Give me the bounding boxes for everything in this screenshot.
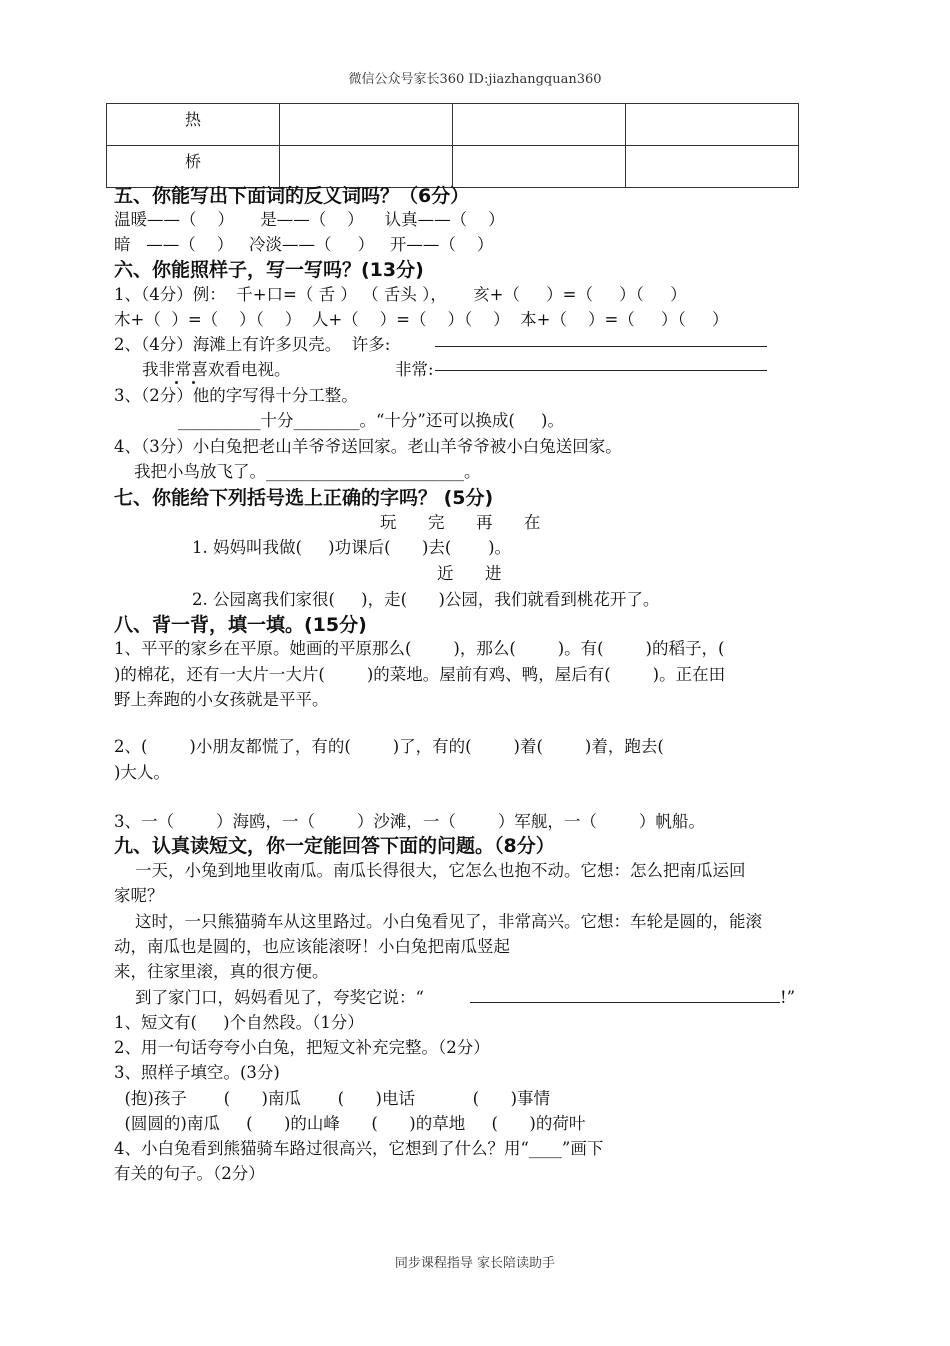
sec9-q3: 3、照样子填空。(3分) — [114, 1063, 280, 1082]
sec8-p1-line-1: 1、平平的家乡在平原。她画的平原那么( )，那么( )。有( )的稻子，( — [114, 639, 725, 658]
sec7-options-1: 玩 完 再 在 — [380, 513, 541, 532]
section-5-title: 五、你能写出下面词的反义词吗？（6分） — [114, 185, 470, 207]
sec7-q2: 2. 公园离我们家很( )，走( )公园，我们就看到桃花开了。 — [192, 590, 660, 609]
section-6-title: 六、你能照样子，写一写吗？(13分) — [114, 259, 424, 281]
sec8-p2-line-1: 2、( )小朋友都慌了，有的( )了，有的( )着( )着，跑去( — [114, 737, 664, 756]
sec9-story-2a: 这时，一只熊猫骑车从这里路过。小白兔看见了，非常高兴。它想：车轮是圆的，能滚 — [114, 912, 762, 931]
sec9-story-2b: 动，南瓜也是圆的，也应该能滚呀！小白兔把南瓜竖起 — [114, 937, 510, 956]
table-row — [107, 104, 799, 146]
sec6-q4-line-2: 我把小鸟放飞了。________________________。 — [134, 462, 481, 481]
section-8-title: 八、背一背，填一填。(15分) — [114, 614, 367, 636]
answer-line[interactable] — [470, 1002, 780, 1003]
sec9-q3-row-1: (抱)孩子 ( )南瓜 ( )电话 ( )事情 — [114, 1089, 551, 1108]
sec9-story-3: 到了家门口，妈妈看见了，夸奖它说：“ — [114, 988, 424, 1007]
sec9-q4-line-2: 有关的句子。（2分） — [114, 1164, 265, 1183]
sec6-q4-line-1: 4、（3分）小白兔把老山羊爷爷送回家。老山羊爷爷被小白兔送回家。 — [114, 437, 622, 456]
section-7-title: 七、你能给下列括号选上正确的字吗？ (5分) — [114, 487, 494, 509]
sec9-q1: 1、短文有( )个自然段。（1分） — [114, 1013, 364, 1032]
sec8-p3: 3、一（ ）海鸥，一（ ）沙滩，一（ ）军舰，一（ ）帆船。 — [114, 812, 705, 831]
sec8-p1-line-2: )的棉花，还有一大片一大片( )的菜地。屋前有鸡、鸭，屋后有( )。正在田 — [114, 665, 726, 684]
table-cell-char: 热 — [107, 104, 280, 146]
sec8-p1-line-3: 野上奔跑的小女孩就是平平。 — [114, 690, 329, 709]
sec6-q2-line-2: 我非常喜欢看电视。 — [142, 360, 291, 379]
sec6-q2-label: 非常: — [395, 360, 434, 379]
sec6-q2-line-1: 2、（4分）海滩上有许多贝壳。 许多: — [114, 335, 391, 354]
sec9-story-3-end: !” — [780, 988, 796, 1007]
sec6-q1-line-2: 木+（ ）=（ ）（ ） 人+（ ）=（ ）（ ） 本+（ ）=（ ）（ ） — [114, 310, 729, 329]
sec9-q4-line-1: 4、小白兔看到熊猫骑车路过很高兴，它想到了什么？用“____”画下 — [114, 1139, 604, 1158]
sec9-story-1a: 一天，小兔到地里收南瓜。南瓜长得很大，它怎么也抱不动。它想：怎么把南瓜运回 — [114, 861, 746, 880]
page-header: 微信公众号家长360 ID:jiazhangquan360 — [348, 72, 602, 87]
character-table — [106, 103, 799, 188]
sec7-q1: 1. 妈妈叫我做( )功课后( )去( )。 — [192, 538, 512, 557]
sec9-q3-row-2: (圆圆的)南瓜 ( )的山峰 ( )的草地 ( )的荷叶 — [114, 1114, 586, 1133]
table-cell-char: 桥 — [107, 146, 280, 188]
sec6-q1-line-1: 1、（4分）例： 千+口=（ 舌 ） （ 舌头 ）， 亥+（ ）=（ ）（ ） — [114, 285, 687, 304]
sec6-q3-line-2: __________十分________。“十分”还可以换成( )。 — [178, 411, 564, 430]
answer-line[interactable] — [435, 346, 767, 347]
table-row — [107, 146, 799, 188]
table-cell-blank[interactable] — [626, 146, 799, 188]
sec7-options-2: 近 进 — [437, 564, 502, 583]
section-9-title: 九、认真读短文，你一定能回答下面的问题。（8分） — [114, 835, 555, 857]
table-cell-blank[interactable] — [280, 146, 453, 188]
table-cell-blank[interactable] — [280, 104, 453, 146]
answer-line[interactable] — [435, 370, 767, 371]
table-cell-blank[interactable] — [453, 146, 626, 188]
table-cell-blank[interactable] — [453, 104, 626, 146]
sec8-p2-line-2: )大人。 — [114, 763, 170, 782]
sec6-q3-line-1: 3、（2分）他的字写得十分工整。 — [114, 386, 358, 405]
table-cell-blank[interactable] — [626, 104, 799, 146]
sec9-story-1b: 家呢？ — [114, 886, 164, 905]
page-footer: 同步课程指导 家长陪读助手 — [394, 1256, 556, 1271]
sec9-q2: 2、用一句话夸夸小白兔，把短文补充完整。（2分） — [114, 1038, 490, 1057]
sec9-story-2c: 来，往家里滚，真的很方便。 — [114, 962, 329, 981]
sec5-line-1: 温暖——（ ） 是——（ ） 认真——（ ） — [114, 210, 505, 229]
sec5-line-2: 暗 ——（ ） 冷淡——（ ） 开——（ ） — [114, 235, 494, 254]
